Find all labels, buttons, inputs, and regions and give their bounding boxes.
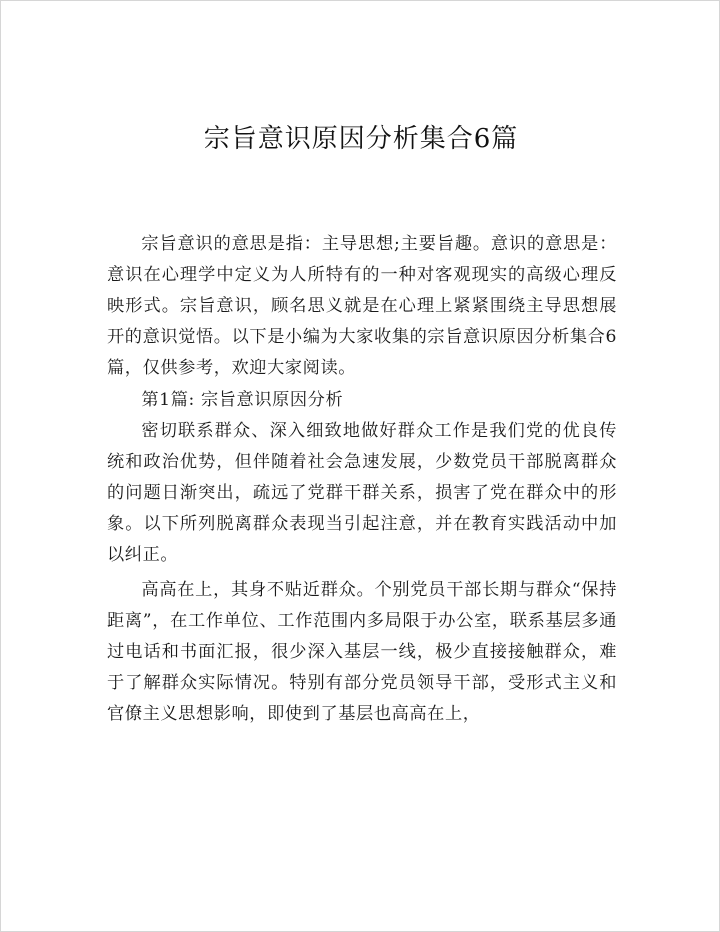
section-heading: 第1篇: 宗旨意识原因分析 [141,390,344,410]
document-title: 宗旨意识原因分析集合6篇 [203,124,519,154]
document-body [107,229,617,730]
body-paragraph: 高高在上，其身不贴近群众。个别党员干部长期与群众“保持距离”，在工作单位、工作范围内多局限于办公室，联系基层多通过电话和书面汇报，很少深入基层一线，极少直接接触群众，难于了解群众实际情况。特别有部分党员领导干部，受形式主义和官僚主义思想影响，即使到了基层也高高在上， [107,580,617,724]
body-paragraph: 密切联系群众、深入细致地做好群众工作是我们党的优良传统和政治优势，但伴随着社会急速发展，少数党员干部脱离群众的问题日渐突出，疏远了党群干群关系，损害了党在群众中的形象。以下所列脱离群众表现当引起注意，并在教育实践活动中加以纠正。 [107,421,617,565]
intro-paragraph: 宗旨意识的意思是指：主导思想;主要旨趣。意识的意思是：意识在心理学中定义为人所特有的一种对客观现实的高级心理反映形式。宗旨意识，顾名思义就是在心理上紧紧围绕主导思想展开的意识觉悟。以下是小编为大家收集的宗旨意识原因分析集合6篇，仅供参考，欢迎大家阅读。 [107,234,617,378]
